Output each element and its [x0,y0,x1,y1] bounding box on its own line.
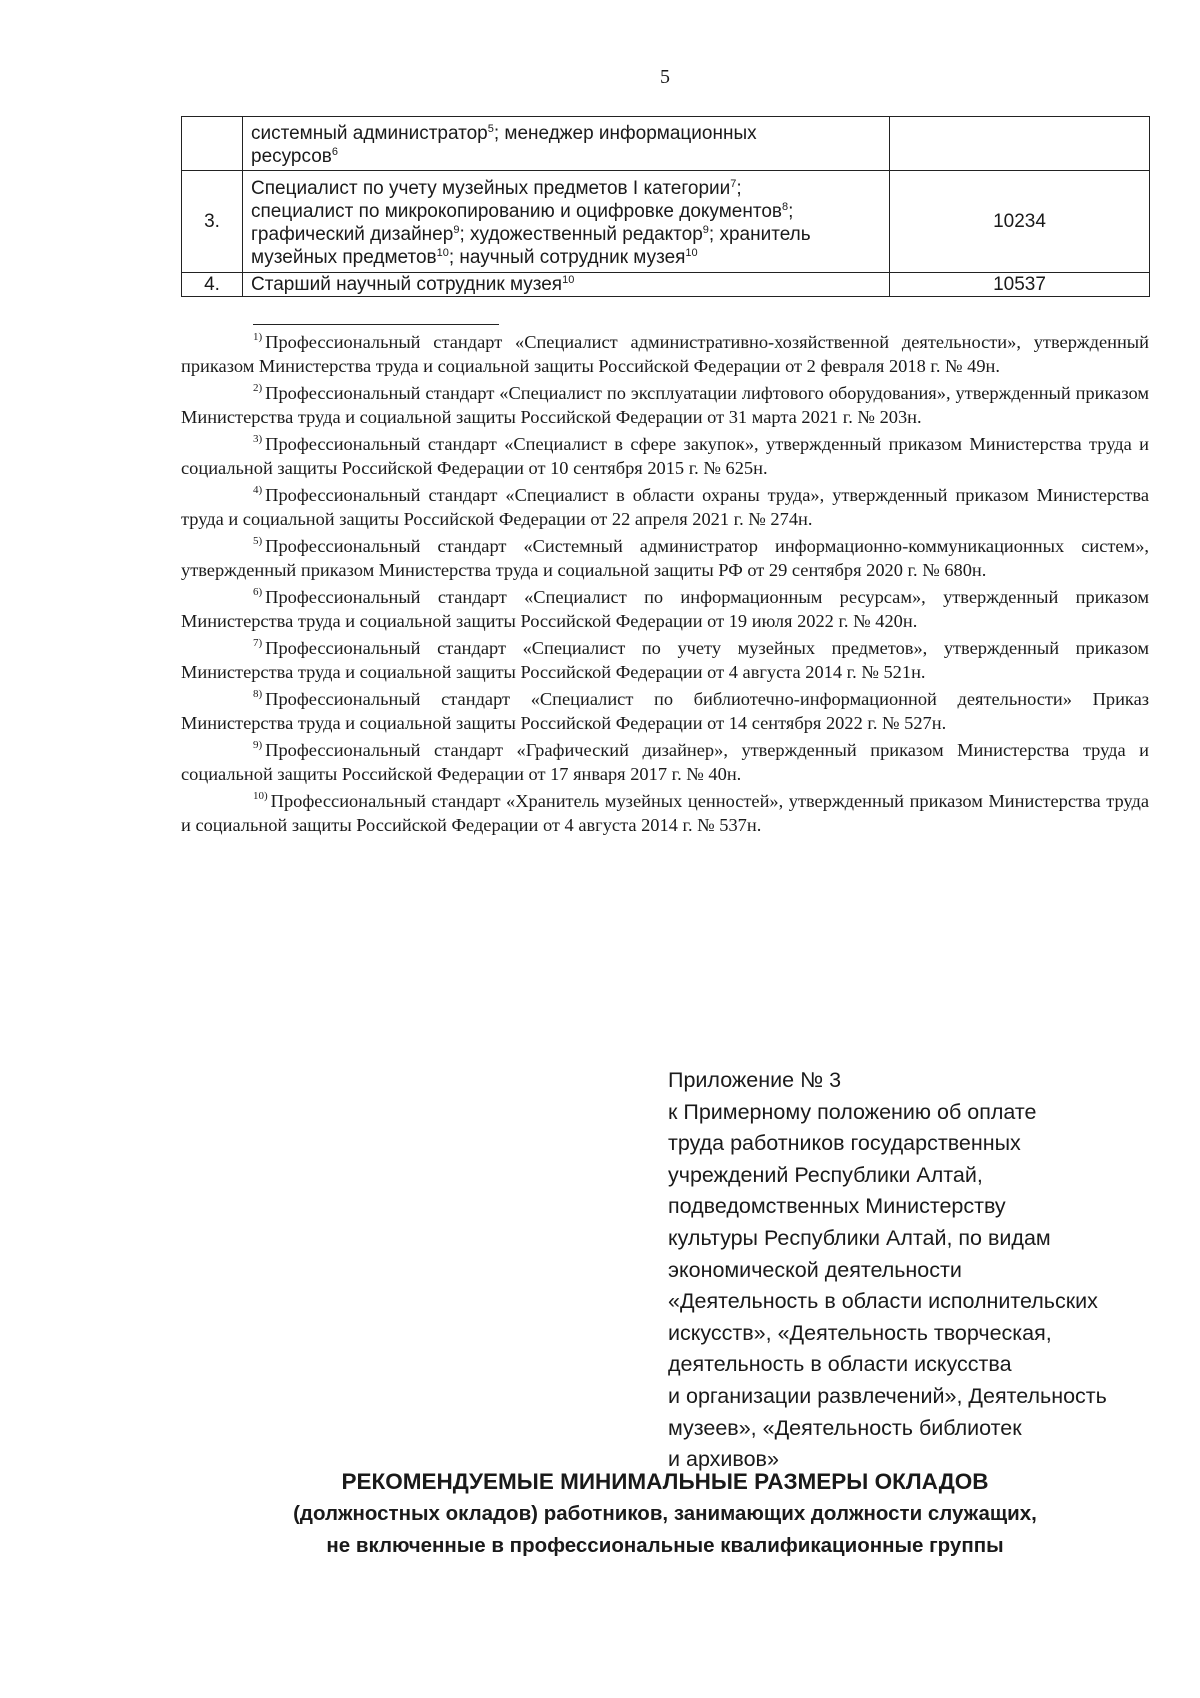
footnote-ref: 9 [702,223,709,236]
footnote-text: Профессиональный стандарт «Хранитель музейных ценностей», утвержденный приказом Министерства труда и социальной защиты Российской Федерации от 4 августа 2014 г. № 537н. [181,791,1149,835]
position-text: системный администратор [251,122,488,144]
footnote [181,789,1149,837]
footnote-text: Профессиональный стандарт «Специалист по учету музейных предметов», утвержденный приказом Министерства труда и социальной защиты Российской Федерации от 4 августа 2014 г. № 521н. [181,638,1149,682]
footnote-ref: 10 [562,274,575,286]
footnote-ref: 10 [685,246,698,259]
salary-cell [890,117,1150,171]
footnote-ref: 10 [436,246,449,259]
footnote [181,483,1149,531]
heading-line: не включенные в профессиональные квалификационные группы [326,1534,1004,1557]
salary-table [181,116,1150,297]
footnote-mark: 9) [253,739,263,751]
row-number-cell: 3. [182,171,243,273]
salary-cell: 10537 [890,273,1150,297]
appendix-line: культуры Республики Алтай, по видам [668,1225,1051,1250]
position-text: ; научный сотрудник музея [448,246,686,268]
table-row [182,273,1150,297]
footnote-mark: 5) [253,535,263,547]
position-text: Специалист по учету музейных предметов I категории [251,177,731,199]
footnote-divider [253,324,499,325]
footnote-text: Профессиональный стандарт «Специалист по библиотечно-информационной деятельности» Приказ Министерства труда и социальной защиты Российской Федерации от 14 сентября 2022 г. № 527н. [181,689,1149,733]
footnote-mark: 3) [253,433,263,445]
appendix-line: музеев», «Деятельность библиотек [668,1415,1022,1440]
footnote-mark: 7) [253,637,263,649]
footnote-ref: 7 [730,177,737,190]
position-text: ; художественный редактор [459,223,703,245]
footnote-mark: 8) [253,688,263,700]
footnote [181,432,1149,480]
footnote-text: Профессиональный стандарт «Специалист по эксплуатации лифтового оборудования», утвержденный приказом Министерства труда и социальной защиты Российской Федерации от 31 марта 2021 г. № 203н. [181,383,1149,427]
position-text: ; [736,177,742,199]
footnote-text: Профессиональный стандарт «Специалист административно-хозяйственной деятельности», утвержденный приказом Министерства труда и социальной защиты Российской Федерации от 2 февраля 2018 г. № 49н. [181,332,1149,376]
row-number-cell [182,117,243,171]
position-text: ; менеджер информационных [493,122,757,144]
section-heading [181,1466,1149,1562]
footnote-ref: 9 [453,223,460,236]
footnote-text: Профессиональный стандарт «Специалист по информационным ресурсам», утвержденный приказом Министерства труда и социальной защиты Российской Федерации от 19 июля 2022 г. № 420н. [181,587,1149,631]
position-cell [243,273,890,297]
footnote-mark: 10) [253,790,268,802]
appendix-line: и архивов» [668,1447,779,1472]
appendix-line: к Примерному положению об оплате [668,1099,1037,1124]
footnote-ref: 8 [782,200,789,213]
position-text: музейных предметов [251,246,437,268]
footnote-text: Профессиональный стандарт «Специалист в области охраны труда», утвержденный приказом Министерства труда и социальной защиты Российской Федерации от 22 апреля 2021 г. № 274н. [181,485,1149,529]
appendix-line: «Деятельность в области исполнительских [668,1289,1098,1314]
footnotes [181,330,1149,840]
position-text: специалист по микрокопированию и оцифровке документов [251,200,782,222]
footnote-mark: 1) [253,331,263,343]
row-number-cell: 4. [182,273,243,297]
footnote-text: Профессиональный стандарт «Системный администратор информационно-коммуникационных систем», утвержденный приказом Министерства труда и социальной защиты РФ от 29 сентября 2020 г. № 680н. [181,536,1149,580]
footnote [181,738,1149,786]
appendix-line: экономической деятельности [668,1257,962,1282]
appendix-line: и организации развлечений», Деятельность [668,1383,1107,1408]
footnote [181,381,1149,429]
footnote-mark: 2) [253,382,263,394]
position-text: графический дизайнер [251,223,454,245]
footnote [181,687,1149,735]
appendix-block [668,1065,1168,1476]
position-text: ; [788,200,794,222]
footnote-ref: 5 [487,122,494,135]
footnote-ref: 6 [331,145,338,158]
footnote-text: Профессиональный стандарт «Специалист в сфере закупок», утвержденный приказом Министерства труда и социальной защиты Российской Федерации от 10 сентября 2015 г. № 625н. [181,434,1149,478]
footnote-mark: 6) [253,586,263,598]
position-text: ресурсов [251,145,332,167]
footnote-mark: 4) [253,484,263,496]
appendix-line: подведомственных Министерству [668,1194,1006,1219]
footnote [181,534,1149,582]
position-cell [243,171,890,273]
position-text: Старший научный сотрудник музея [251,274,563,295]
footnote [181,585,1149,633]
table-row [182,117,1150,171]
footnote [181,636,1149,684]
heading-line: (должностных окладов) работников, занимающих должности служащих, [293,1502,1037,1525]
table-row [182,171,1150,273]
appendix-line: искусств», «Деятельность творческая, [668,1320,1052,1345]
position-text: ; хранитель [708,223,811,245]
salary-cell: 10234 [890,171,1150,273]
heading-line: РЕКОМЕНДУЕМЫЕ МИНИМАЛЬНЫЕ РАЗМЕРЫ ОКЛАДОВ [341,1469,989,1494]
footnote-text: Профессиональный стандарт «Графический дизайнер», утвержденный приказом Министерства труда и социальной защиты Российской Федерации от 17 января 2017 г. № 40н. [181,740,1149,784]
position-cell [243,117,890,171]
appendix-line: деятельность в области искусства [668,1352,1012,1377]
appendix-line: труда работников государственных [668,1131,1021,1156]
footnote [181,330,1149,378]
appendix-line: учреждений Республики Алтай, [668,1162,983,1187]
appendix-line: Приложение № 3 [668,1068,842,1092]
page-number: 5 [660,66,670,88]
